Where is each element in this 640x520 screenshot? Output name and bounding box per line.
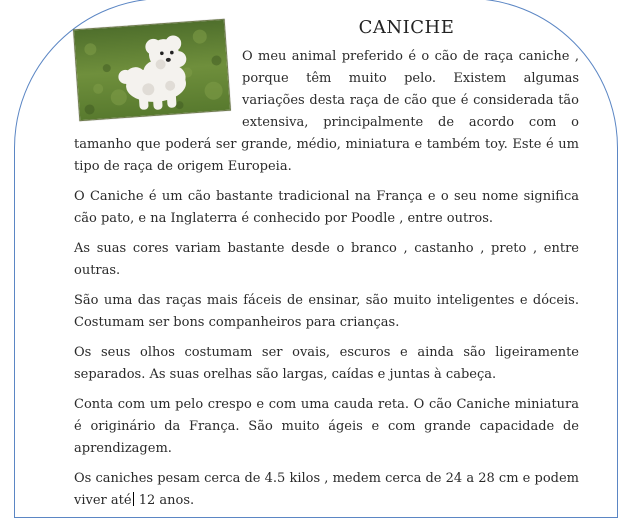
paragraph-2[interactable]: O Caniche é um cão bastante tradicional na França e o seu nome significa cão pato, e na Inglaterra é conhecido por Poodle , entre outros.	[74, 189, 579, 226]
dog-photo-image[interactable]	[73, 19, 231, 121]
document-body[interactable]	[74, 8, 579, 520]
paragraph-5[interactable]: Os seus olhos costumam ser ovais, escuros e ainda são ligeiramente separados. As suas orelhas são largas, caídas e juntas à cabeça.	[74, 345, 579, 382]
dog-photo-icon	[74, 20, 230, 120]
paragraph-4[interactable]: São uma das raças mais fáceis de ensinar, são muito inteligentes e dóceis. Costumam ser bons companheiros para crianças.	[74, 293, 579, 330]
text-cursor	[133, 492, 134, 506]
paragraph-6[interactable]: Conta com um pelo crespo e com uma cauda reta. O cão Caniche miniatura é originário da França. São muito ágeis e com grande capacidade de aprendizagem.	[74, 397, 579, 456]
paragraph-7-text-before-cursor: Os caniches pesam cerca de 4.5 kilos , medem cerca de 24 a 28 cm e podem viver até	[74, 471, 579, 508]
document-title[interactable]: CANICHE	[358, 17, 455, 38]
paragraph-3[interactable]: As suas cores variam bastante desde o branco , castanho , preto , entre outras.	[74, 241, 579, 278]
paragraph-7[interactable]	[74, 468, 579, 512]
paragraph-7-text-after-cursor: 12 anos.	[134, 493, 195, 508]
paragraph-1[interactable]: O meu animal preferido é o cão de raça caniche , porque têm muito pelo. Existem algumas variações desta raça de cão que é considerada tão extensiva, principalmente de acordo com o tamanho que poderá ser grande, médio, miniatura e também toy. Este é um tipo de raça de origem Europeia.	[74, 49, 579, 174]
